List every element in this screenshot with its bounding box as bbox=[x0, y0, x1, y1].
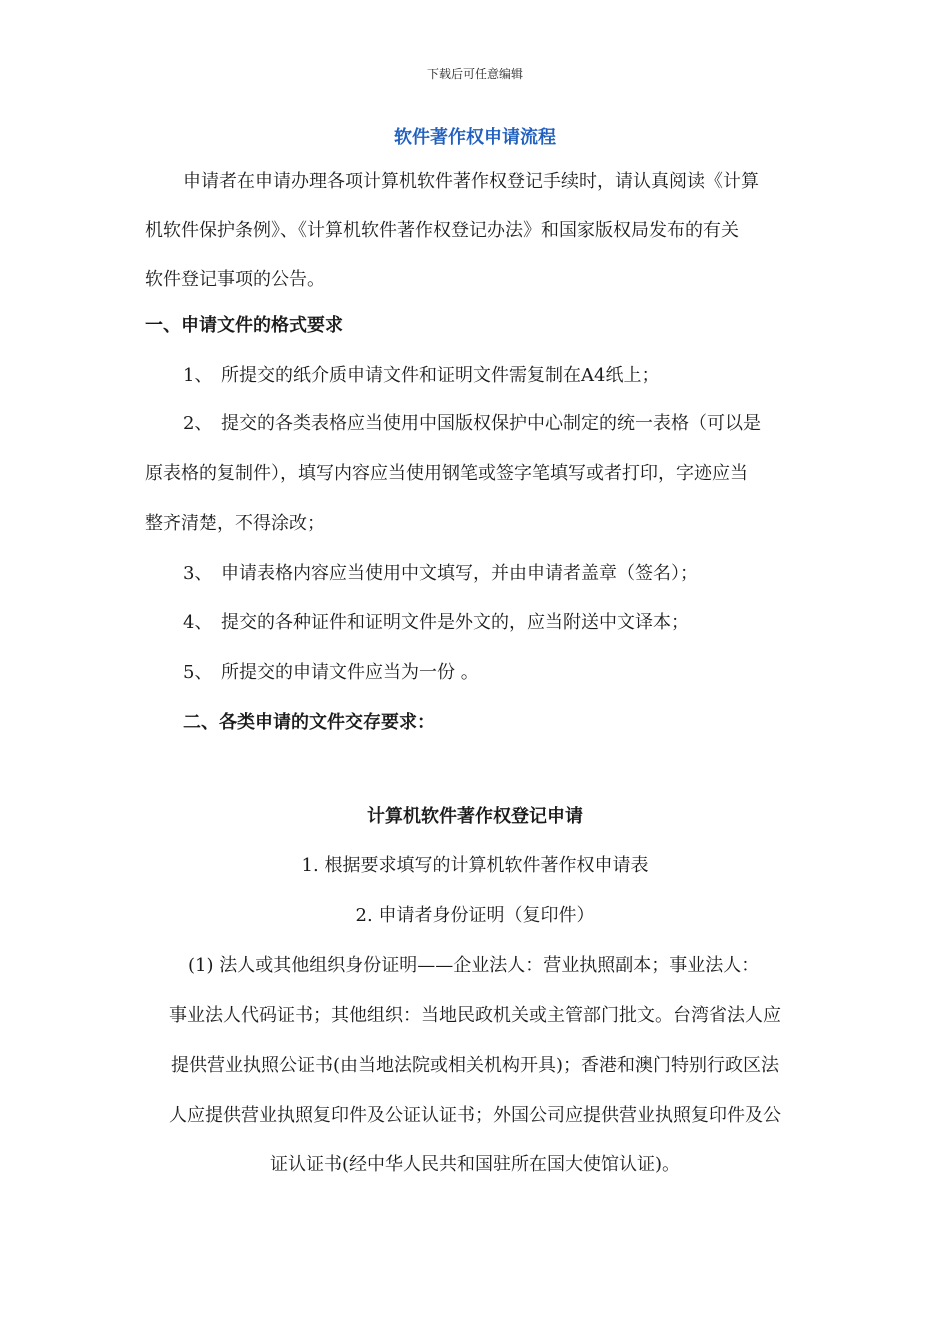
list-item-text: 提交的各种证件和证明文件是外文的，应当附送中文译本； bbox=[221, 612, 689, 633]
list-item-number: 3、 bbox=[183, 563, 213, 584]
subsection-item: 1. 根据要求填写的计算机软件著作权申请表 bbox=[301, 855, 649, 876]
document-title: 软件著作权申请流程 bbox=[394, 127, 556, 148]
paragraph-line: 证认证书(经中华人民共和国驻所在国大使馆认证)。 bbox=[269, 1154, 681, 1175]
list-item-text: 所提交的申请文件应当为一份 。 bbox=[221, 662, 479, 683]
list-item bbox=[183, 412, 761, 436]
list-item bbox=[183, 364, 659, 388]
subsection-heading: 计算机软件著作权登记申请 bbox=[367, 806, 583, 827]
list-item-number: 5、 bbox=[183, 662, 213, 683]
subsection-item: 2. 申请者身份证明（复印件） bbox=[355, 905, 595, 926]
list-item bbox=[183, 562, 698, 586]
list-item bbox=[183, 611, 689, 635]
list-item-number: 4、 bbox=[183, 612, 213, 633]
intro-line: 软件登记事项的公告。 bbox=[145, 269, 325, 290]
header-note: 下载后可任意编辑 bbox=[426, 67, 523, 81]
intro-line: 机软件保护条例》、《计算机软件著作权登记办法》和国家版权局发布的有关 bbox=[145, 220, 739, 241]
list-item-continuation: 原表格的复制件），填写内容应当使用钢笔或签字笔填写或者打印，字迹应当 bbox=[145, 463, 748, 484]
section-heading: 一、申请文件的格式要求 bbox=[145, 315, 343, 336]
list-item-text: 提交的各类表格应当使用中国版权保护中心制定的统一表格（可以是 bbox=[221, 413, 761, 434]
list-item-text: 所提交的纸介质申请文件和证明文件需复制在A4纸上； bbox=[221, 365, 660, 386]
paragraph-line: 事业法人代码证书；其他组织：当地民政机关或主管部门批文。台湾省法人应 bbox=[169, 1005, 781, 1026]
list-item bbox=[183, 661, 479, 685]
paragraph-line: 人应提供营业执照复印件及公证认证书；外国公司应提供营业执照复印件及公 bbox=[169, 1105, 781, 1126]
paragraph-line: 提供营业执照公证书(由当地法院或相关机构开具)；香港和澳门特别行政区法 bbox=[170, 1055, 780, 1076]
intro-line: 申请者在申请办理各项计算机软件著作权登记手续时，请认真阅读《计算 bbox=[183, 171, 759, 192]
list-item-continuation: 整齐清楚，不得涂改； bbox=[145, 513, 325, 534]
section-heading: 二、各类申请的文件交存要求： bbox=[183, 712, 435, 733]
list-item-number: 2、 bbox=[183, 413, 213, 434]
list-item-text: 申请表格内容应当使用中文填写，并由申请者盖章（签名）； bbox=[221, 563, 698, 584]
paragraph-line: (1) 法人或其他组织身份证明——企业法人：营业执照副本；事业法人： bbox=[188, 955, 760, 976]
list-item-number: 1、 bbox=[183, 365, 213, 386]
